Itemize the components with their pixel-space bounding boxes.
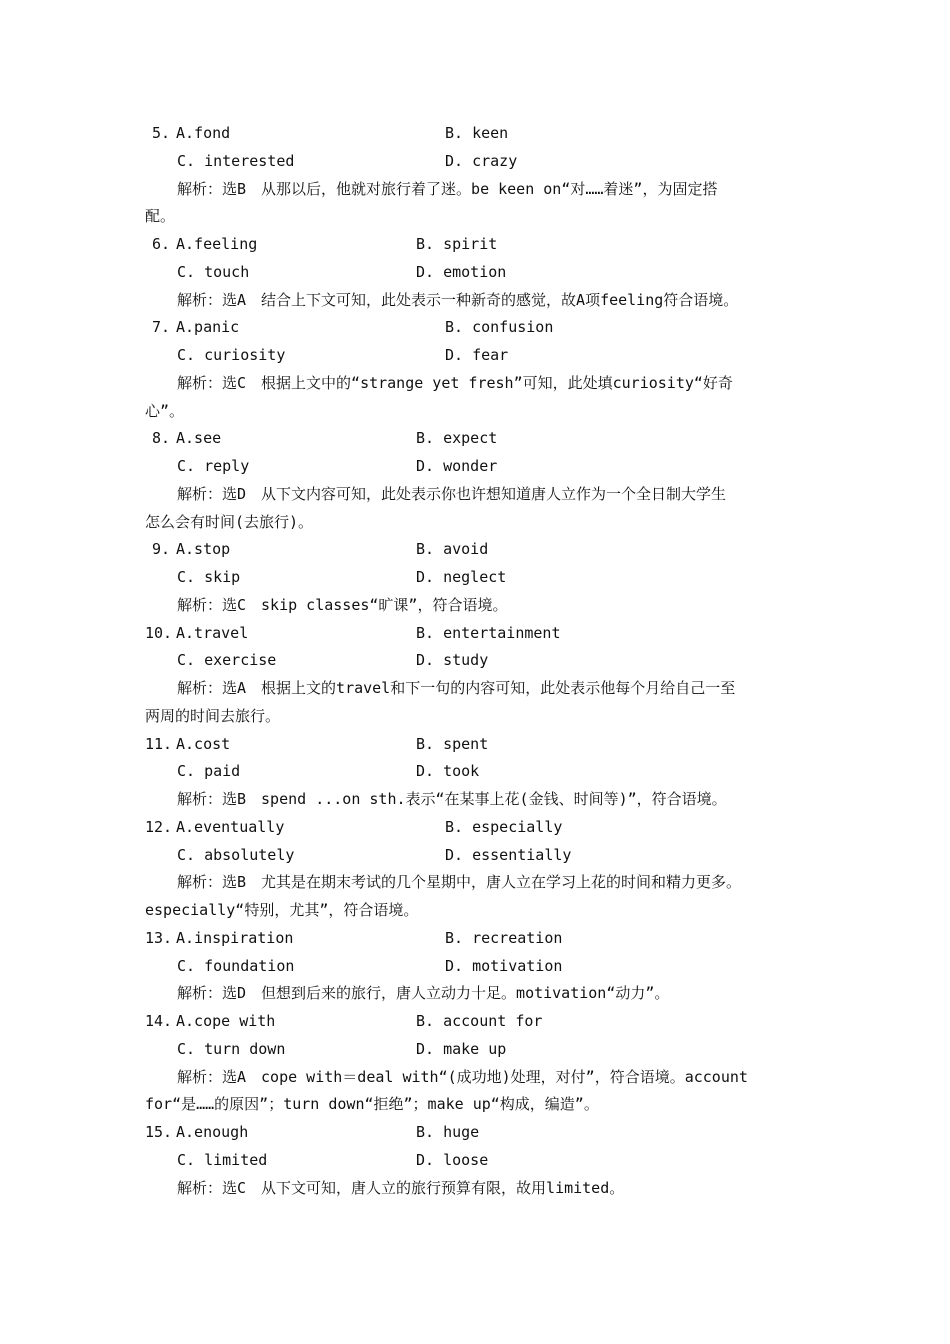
option-a: A.stop: [176, 540, 231, 559]
option-d: D. motivation: [445, 956, 563, 975]
explanation-continuation: 怎么会有时间(去旅行)。: [145, 512, 314, 531]
option-c: C. exercise: [177, 651, 277, 670]
question-number: 7.: [152, 318, 171, 337]
option-a: A.see: [176, 429, 222, 448]
option-d: D. crazy: [445, 151, 518, 170]
option-a: A.feeling: [176, 235, 258, 253]
question-number: 5.: [152, 124, 171, 142]
explanation-line: 解析：选C skip classes“旷课”，符合语境。: [177, 595, 508, 614]
explanation-continuation: for“是……的原因”；turn down“拒绝”；make up“构成，编造”。: [145, 1095, 599, 1114]
option-b: B. keen: [445, 124, 509, 142]
option-a: A.travel: [176, 623, 249, 642]
option-a: A.cope with: [176, 1012, 276, 1030]
question-number: 6.: [152, 235, 171, 253]
option-c: C. paid: [177, 762, 241, 781]
question-number: 9.: [152, 540, 171, 559]
explanation-line: 解析：选A 结合上下文可知，此处表示一种新奇的感觉，故A项feeling符合语境。: [177, 290, 739, 309]
option-d: D. neglect: [416, 568, 507, 586]
explanation-line: 解析：选C 从下文可知，唐人立的旅行预算有限，故用limited。: [177, 1178, 625, 1197]
option-b: B. especially: [445, 817, 563, 836]
option-c: C. foundation: [177, 956, 295, 975]
question-number: 15.: [145, 1123, 173, 1141]
option-c: C. interested: [177, 151, 295, 170]
question-number: 10.: [145, 623, 173, 642]
option-c: C. touch: [177, 262, 250, 281]
explanation-line: 解析：选D 从下文内容可知，此处表示你也许想知道唐人立作为一个全日制大学生: [177, 484, 727, 503]
question-number: 11.: [145, 734, 173, 753]
explanation-line: 解析：选C 根据上文中的“strange yet fresh”可知，此处填curiosity“好奇: [177, 373, 733, 392]
option-d: D. took: [416, 762, 480, 781]
option-a: A.inspiration: [176, 928, 294, 947]
option-c: C. turn down: [177, 1039, 286, 1058]
option-b: B. spirit: [416, 235, 498, 253]
option-d: D. essentially: [445, 845, 572, 864]
option-b: B. spent: [416, 734, 489, 753]
explanation-line: 解析：选A 根据上文的travel和下一句的内容可知，此处表示他每个月给自己一至: [177, 679, 736, 697]
option-d: D. study: [416, 651, 489, 670]
option-c: C. absolutely: [177, 845, 295, 864]
question-number: 14.: [145, 1012, 173, 1030]
option-a: A.cost: [176, 734, 231, 753]
option-d: D. wonder: [416, 457, 498, 475]
explanation-continuation: 心”。: [145, 401, 185, 420]
option-b: B. confusion: [445, 318, 554, 337]
explanation-continuation: especially“特别，尤其”，符合语境。: [145, 901, 419, 919]
option-a: A.panic: [176, 318, 240, 337]
option-b: B. recreation: [445, 928, 563, 947]
option-c: C. limited: [177, 1150, 268, 1169]
question-number: 12.: [145, 817, 173, 836]
question-number: 13.: [145, 928, 173, 947]
option-d: D. fear: [445, 346, 509, 364]
option-d: D. emotion: [416, 262, 507, 281]
option-a: A.enough: [176, 1123, 249, 1141]
option-d: D. make up: [416, 1039, 507, 1058]
option-c: C. skip: [177, 568, 241, 586]
explanation-line: 解析：选D 但想到后来的旅行，唐人立动力十足。motivation“动力”。: [177, 984, 670, 1003]
option-b: B. avoid: [416, 540, 489, 559]
explanation-line: 解析：选B spend ...on sth.表示“在某事上花(金钱、时间等)”，符合语境。: [177, 790, 727, 808]
option-b: B. huge: [416, 1123, 480, 1141]
option-d: D. loose: [416, 1150, 489, 1169]
explanation-line: 解析：选A cope with＝deal with“(成功地)处理，对付”，符合语境。account: [177, 1067, 748, 1086]
explanation-line: 解析：选B 从那以后，他就对旅行着了迷。be keen on“对……着迷”，为固定搭: [177, 179, 718, 198]
option-b: B. expect: [416, 429, 498, 448]
option-b: B. account for: [416, 1012, 543, 1030]
explanation-line: 解析：选B 尤其是在期末考试的几个星期中，唐人立在学习上花的时间和精力更多。: [177, 873, 742, 892]
option-b: B. entertainment: [416, 623, 561, 642]
explanation-continuation: 两周的时间去旅行。: [145, 706, 281, 725]
explanation-continuation: 配。: [145, 207, 176, 226]
question-number: 8.: [152, 429, 171, 448]
option-a: A.fond: [176, 124, 231, 142]
option-c: C. curiosity: [177, 346, 286, 364]
option-c: C. reply: [177, 457, 250, 475]
option-a: A.eventually: [176, 817, 285, 836]
